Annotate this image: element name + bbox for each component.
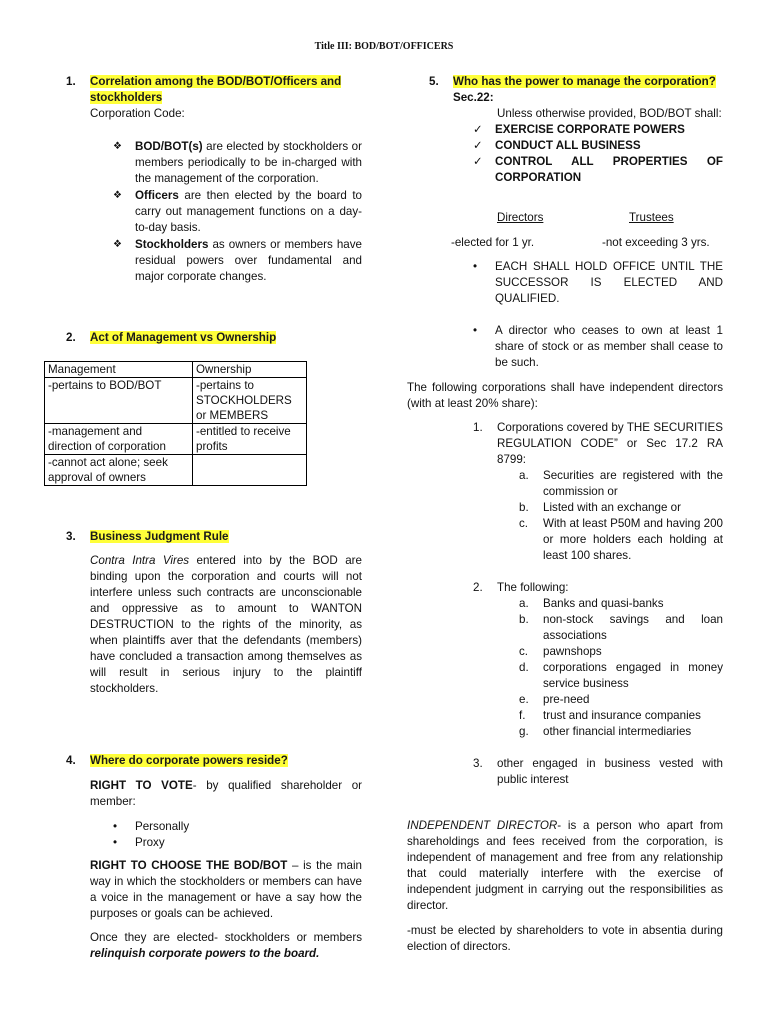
list-item: d. corporations engaged in money service business <box>519 661 723 690</box>
diamond-bullet-icon: ❖ <box>113 141 122 152</box>
section-2-heading: 2. Act of Management vs Ownership <box>66 331 277 344</box>
list-item: a. Securities are registered with the commission or <box>519 469 723 498</box>
section-3 <box>66 529 362 697</box>
table-cell: -entitled to receive profits <box>193 424 307 455</box>
list-item: c. With at least P50M and having 200 or more holders each holding at least 100 shares. <box>519 517 723 562</box>
directors-term: -elected for 1 yr. <box>451 236 535 249</box>
section-2 <box>66 330 362 346</box>
list-item: • EACH SHALL HOLD OFFICE UNTIL THE SUCCESSOR IS ELECTED AND QUALIFIED. <box>473 260 723 305</box>
section-4 <box>66 753 362 962</box>
page-title: Title III: BOD/BOT/OFFICERS <box>314 41 454 52</box>
list-item: g. other financial intermediaries <box>519 725 692 738</box>
list-item: ✓ CONDUCT ALL BUSINESS <box>473 139 641 152</box>
table-row <box>45 455 307 486</box>
section-5-sec: Sec.22: <box>453 91 494 104</box>
powers-list <box>407 122 723 186</box>
directors-label: Directors <box>497 211 544 224</box>
table-cell: -pertains to STOCKHOLDERS or MEMBERS <box>193 378 307 424</box>
list-item: 2. The following: <box>473 581 569 594</box>
list-item: ❖ BOD/BOT(s) are elected by stockholders or members periodically to be in-charged with the management of the corporation. <box>113 140 362 185</box>
check-icon: ✓ <box>473 155 483 168</box>
table-row <box>45 424 307 455</box>
list-item: ✓ EXERCISE CORPORATE POWERS <box>473 123 685 136</box>
section-5-bullets <box>473 259 723 371</box>
section-1-heading: 1. Correlation among the BOD/BOT/Officers and stockholders <box>66 75 342 104</box>
list-item: b. Listed with an exchange or <box>519 501 681 514</box>
right-to-vote: RIGHT TO VOTE- by qualified shareholder or member: <box>90 779 363 808</box>
list-item: 1. Corporations covered by THE SECURITIES REGULATION CODE” or Sec 17.2 RA 8799: <box>473 421 723 466</box>
table-cell: -pertains to BOD/BOT <box>45 378 193 424</box>
section-5-heading: 5. Who has the power to manage the corporation? <box>429 75 716 88</box>
independent-director-definition: INDEPENDENT DIRECTOR- is a person who apart from shareholdings and fees received from the corporation, is independent of management and free from any relationship that could materially interfere with the exercise of independent judgment in carrying out the responsibilities as director. <box>407 819 724 912</box>
independent-list <box>473 420 723 788</box>
section-3-heading: 3. Business Judgment Rule <box>66 530 229 543</box>
table-cell <box>193 455 307 486</box>
section-5 <box>407 74 723 369</box>
table-header: Ownership <box>193 362 307 378</box>
table-header: Management <box>45 362 193 378</box>
check-icon: ✓ <box>473 139 483 152</box>
sub-list <box>473 468 723 564</box>
diamond-bullet-icon: ❖ <box>113 239 122 250</box>
diamond-bullet-icon: ❖ <box>113 190 122 201</box>
list-item: • A director who ceases to own at least 1 share of stock or as member shall cease to be such. <box>473 324 723 369</box>
list-item: f. trust and insurance companies <box>519 709 701 722</box>
independent-intro: The following corporations shall have independent directors (with at least 20% share): <box>407 381 723 410</box>
section-3-body: Contra Intra Vires entered into by the BOD are binding upon the corporation and courts will not interfere unless such contracts are unconscionable and oppressive as to amount to WANTON DESTRUCTION to the rights of the minority, as when plaintiffs aver that the defendants (members) have concluded a transaction among themselves as will result in serious injury to the plaintiff stockholders. <box>90 554 362 695</box>
trustees-term: -not exceeding 3 yrs. <box>602 236 710 249</box>
section-4-heading: 4. Where do corporate powers reside? <box>66 754 288 767</box>
list-item: c. pawnshops <box>519 645 602 658</box>
list-item: b. non-stock savings and loan associations <box>519 613 723 642</box>
section-1 <box>66 74 362 285</box>
check-icon: ✓ <box>473 123 483 136</box>
table-row <box>45 378 307 424</box>
table-cell: -management and direction of corporation <box>45 424 193 455</box>
bullet-icon: • <box>113 820 118 833</box>
list-item: • Personally <box>113 820 190 833</box>
list-item: a. Banks and quasi-banks <box>519 597 664 610</box>
section-1-sub: Corporation Code: <box>90 107 185 120</box>
bullet-icon: • <box>473 324 478 337</box>
list-item: ❖ Officers are then elected by the board to carry out management functions on a day-to-day basis. <box>113 189 362 234</box>
bullet-icon: • <box>113 836 118 849</box>
bullet-icon: • <box>473 260 478 273</box>
management-ownership-table <box>44 361 307 486</box>
absentia-note: -must be elected by shareholders to vote in absentia during election of directors. <box>407 924 723 953</box>
list-item: 3. other engaged in business vested with public interest <box>473 757 723 786</box>
list-item: e. pre-need <box>519 693 590 706</box>
trustees-label: Trustees <box>629 211 674 224</box>
table-cell: -cannot act alone; seek approval of owners <box>45 455 193 486</box>
vote-list <box>66 819 362 851</box>
once-elected: Once they are elected- stockholders or members relinquish corporate powers to the board. <box>90 931 362 960</box>
list-item: • Proxy <box>113 836 165 849</box>
section-5-intro: Unless otherwise provided, BOD/BOT shall: <box>497 107 722 120</box>
sub-list <box>473 596 723 740</box>
list-item: ✓ CONTROL ALL PROPERTIES OF CORPORATION <box>473 155 723 184</box>
right-to-choose: RIGHT TO CHOOSE THE BOD/BOT – is the main way in which the stockholders or members can have a voice in the management or have a say how the purposes or goals can be achieved. <box>90 859 362 920</box>
list-item: ❖ Stockholders as owners or members have residual powers over fundamental and major corporate changes. <box>113 238 362 283</box>
section-1-list <box>66 139 362 285</box>
